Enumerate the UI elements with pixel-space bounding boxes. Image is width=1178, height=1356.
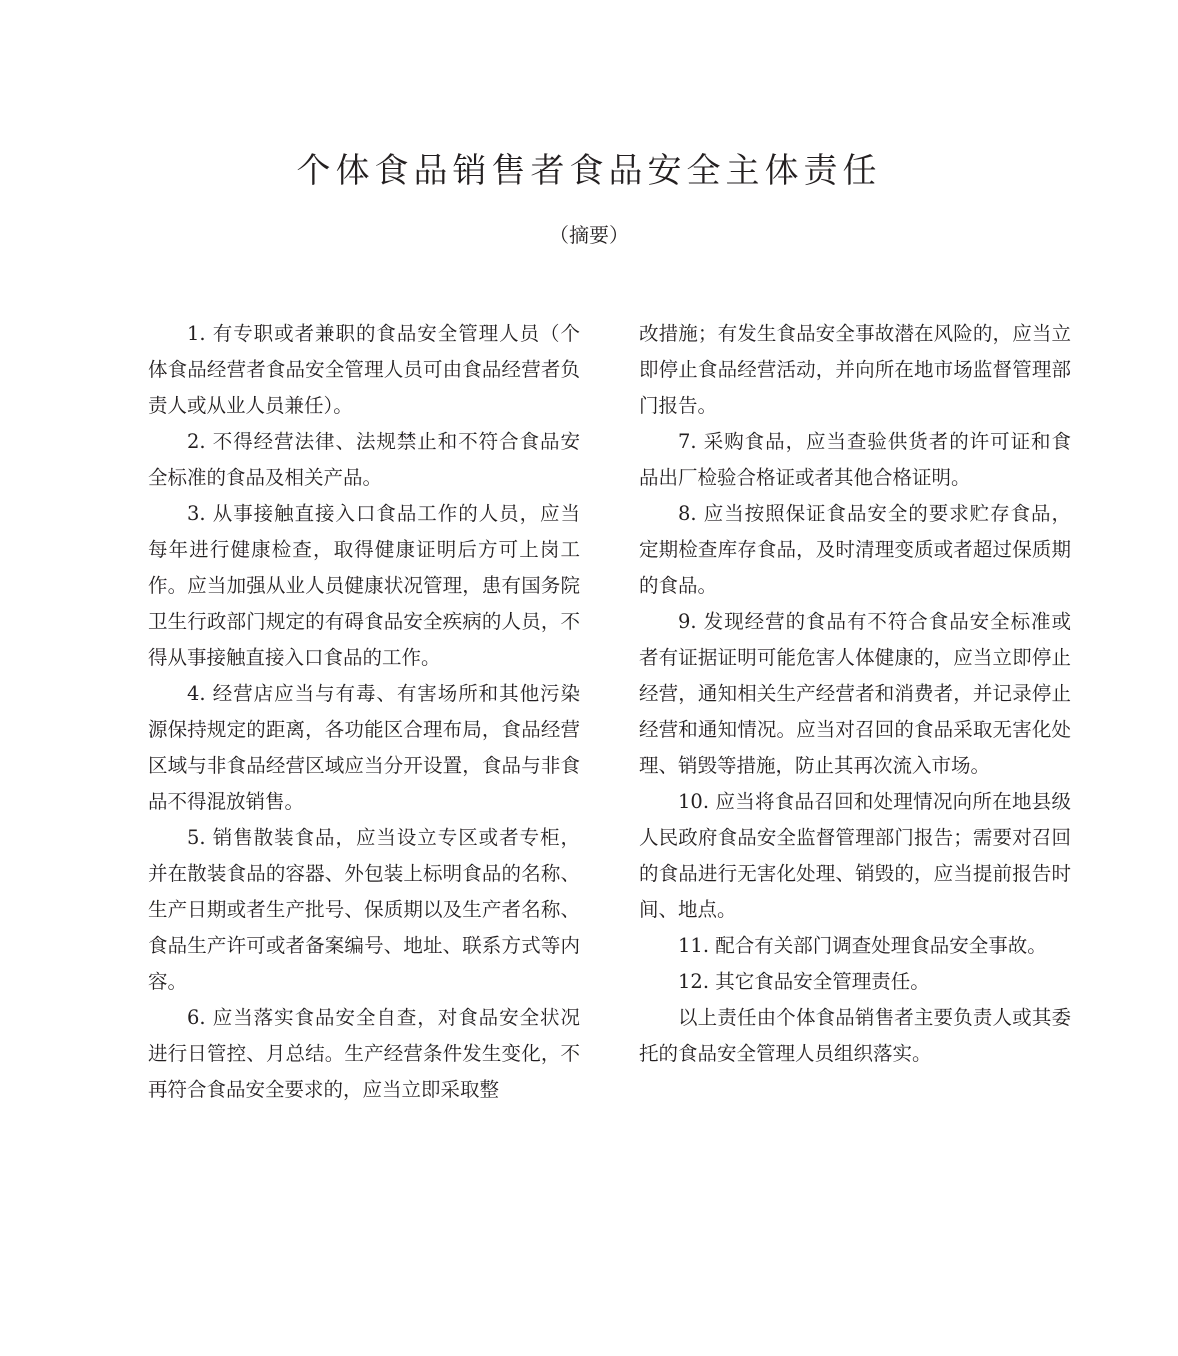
paragraph-10: 10. 应当将食品召回和处理情况向所在地县级人民政府食品安全监督管理部门报告；需要对召回的食品进行无害化处理、销毁的，应当提前报告时间、地点。 bbox=[639, 790, 1071, 921]
paragraph-1: 1. 有专职或者兼职的食品安全管理人员（个体食品经营者食品安全管理人员可由食品经营者负责人或从业人员兼任）。 bbox=[148, 322, 580, 417]
paragraph-5: 5. 销售散装食品，应当设立专区或者专柜，并在散装食品的容器、外包装上标明食品的名称、生产日期或者生产批号、保质期以及生产者名称、食品生产许可或者备案编号、地址、联系方式等内容。 bbox=[148, 826, 580, 993]
paragraph-6-continuation: 改措施；有发生食品安全事故潜在风险的，应当立即停止食品经营活动，并向所在地市场监督管理部门报告。 bbox=[639, 322, 1071, 417]
page-subtitle: （摘要） bbox=[549, 223, 629, 247]
paragraph-7: 7. 采购食品，应当查验供货者的许可证和食品出厂检验合格证或者其他合格证明。 bbox=[639, 430, 1071, 489]
paragraph-4: 4. 经营店应当与有毒、有害场所和其他污染源保持规定的距离，各功能区合理布局，食品经营区域与非食品经营区域应当分开设置，食品与非食品不得混放销售。 bbox=[148, 682, 580, 813]
paragraph-3: 3. 从事接触直接入口食品工作的人员，应当每年进行健康检查，取得健康证明后方可上岗工作。应当加强从业人员健康状况管理，患有国务院卫生行政部门规定的有碍食品安全疾病的人员，不得从事接触直接入口食品的工作。 bbox=[148, 502, 580, 669]
closing-paragraph: 以上责任由个体食品销售者主要负责人或其委托的食品安全管理人员组织落实。 bbox=[639, 1006, 1071, 1065]
paragraph-8: 8. 应当按照保证食品安全的要求贮存食品，定期检查库存食品，及时清理变质或者超过保质期的食品。 bbox=[639, 502, 1071, 597]
paragraph-12: 12. 其它食品安全管理责任。 bbox=[678, 970, 930, 993]
right-column bbox=[639, 316, 1071, 1072]
paragraph-9: 9. 发现经营的食品有不符合食品安全标准或者有证据证明可能危害人体健康的，应当立即停止经营，通知相关生产经营者和消费者，并记录停止经营和通知情况。应当对召回的食品采取无害化处理、销毁等措施，防止其再次流入市场。 bbox=[639, 610, 1071, 777]
paragraph-11: 11. 配合有关部门调查处理食品安全事故。 bbox=[678, 934, 1047, 957]
paragraph-6: 6. 应当落实食品安全自查，对食品安全状况进行日管控、月总结。生产经营条件发生变化，不再符合食品安全要求的，应当立即采取整 bbox=[148, 1006, 580, 1101]
left-column bbox=[148, 316, 580, 1108]
page-title: 个体食品销售者食品安全主体责任 bbox=[296, 150, 882, 191]
paragraph-2: 2. 不得经营法律、法规禁止和不符合食品安全标准的食品及相关产品。 bbox=[148, 430, 580, 489]
